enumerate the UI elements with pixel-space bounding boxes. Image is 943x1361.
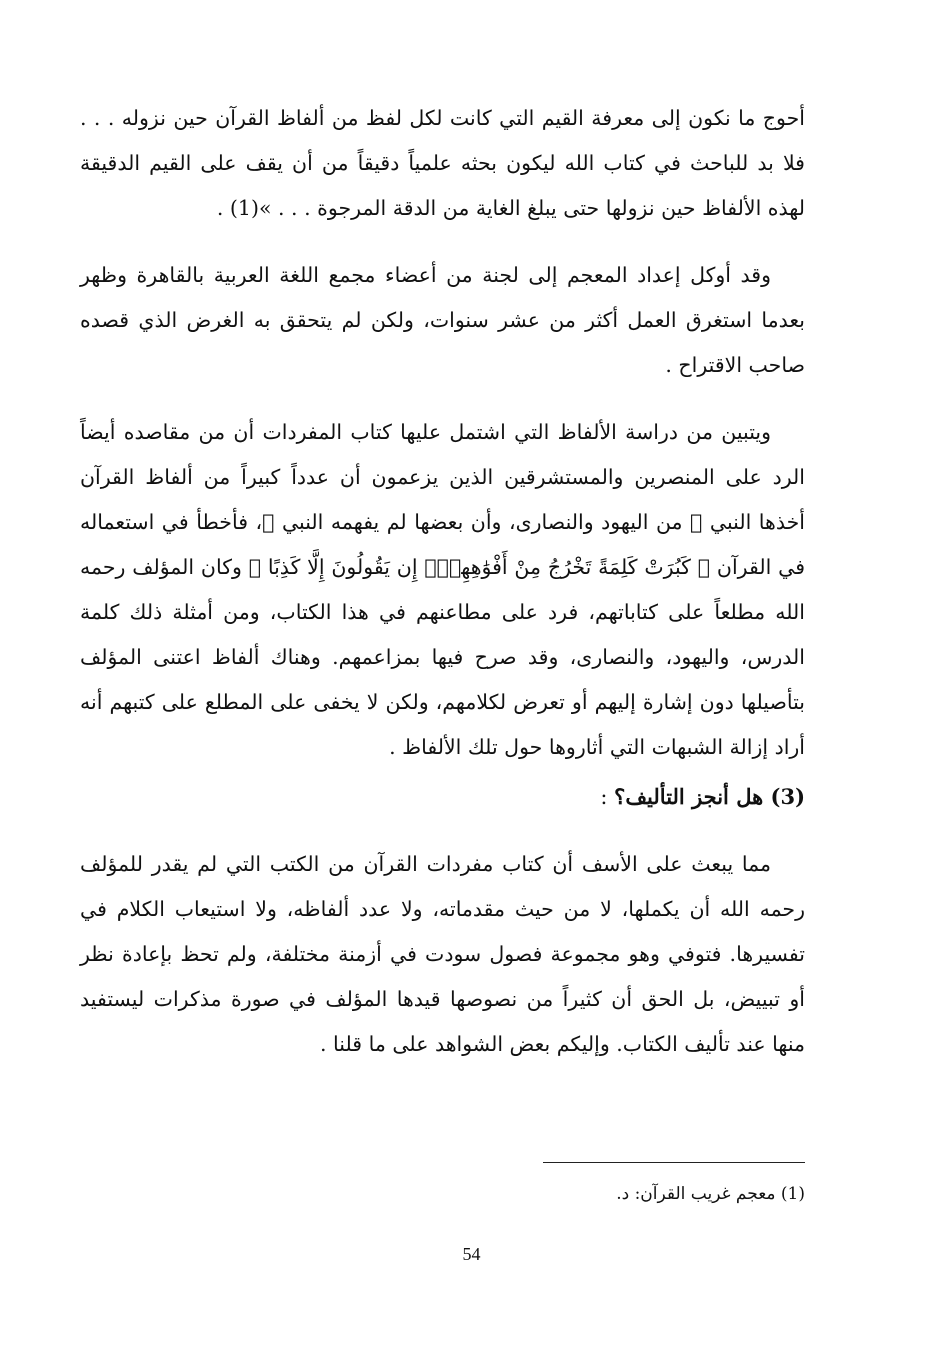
page-number: 54 (462, 1244, 481, 1264)
main-text-column (80, 96, 805, 1067)
section-heading-text: (3) هل أنجز التأليف؟ (614, 784, 805, 809)
committee-paragraph: وقد أوكل إعداد المعجم إلى لجنة من أعضاء مجمع اللغة العربية بالقاهرة وظهر بعدما استغرق العمل أكثر من عشر سنوات، ولكن لم يتحقق به الغرض الذي قصده صاحب الاقتراح . (80, 263, 805, 377)
section-heading-colon: : (600, 785, 615, 809)
section-heading (80, 774, 805, 820)
footnote-divider (543, 1162, 805, 1163)
footnote: (1) معجم غريب القرآن: د. (616, 1184, 805, 1204)
incomplete-paragraph: مما يبعث على الأسف أن كتاب مفردات القرآن من الكتب التي لم يقدر للمؤلف رحمه الله أن يكملها، لا من حيث مقدماته، ولا عدد ألفاظه، ولا استيعاب الكلام في تفسيرها. فتوفي وهو مجموعة فصول سودت في أزمنة مختلفة، ولم تحظ بإعادة نظر أو تبييض، بل الحق أن كثيراً من نصوصها قيدها المؤلف في صورة مذكرات ليستفيد منها عند تأليف الكتاب. وإليكم بعض الشواهد على ما قلنا . (80, 852, 805, 1056)
purposes-paragraph: ويتبين من دراسة الألفاظ التي اشتمل عليها كتاب المفردات أن من مقاصده أيضاً الرد على المنصرين والمستشرقين الذين يزعمون أن عدداً كبيراً من ألفاظ القرآن أخذها النبي ﷺ من اليهود والنصارى، وأن بعضها لم يفهمه النبي ﷺ، فأخطأ في استعماله في القرآن ﴿ كَبُرَتْ كَلِمَةً تَخْرُجُ مِنْ أَفْوَٰهِهِمْۚ إِن يَقُولُونَ إِلَّا كَذِبًا ﴾ وكان المؤلف رحمه الله مطلعاً على كتاباتهم، فرد على مطاعنهم في هذا الكتاب، ومن أمثلة ذلك كلمة الدرس، واليهود، والنصارى، وقد صرح فيها بمزاعمهم. وهناك ألفاظ اعتنى المؤلف بتأصيلها دون إشارة إليهم أو تعرض لكلامهم، ولكن لا يخفى على المطلع على كتبهم أنه أراد إزالة الشبهات التي أثاروها حول تلك الألفاظ . (80, 420, 805, 759)
quote-paragraph: أحوج ما نكون إلى معرفة القيم التي كانت لكل لفظ من ألفاظ القرآن حين نزوله . . . فلا بد للباحث في كتاب الله ليكون بحثه علمياً دقيقاً من أن يقف على القيم الدقيقة لهذه الألفاظ حين نزولها حتى يبلغ الغاية من الدقة المرجوة . . . »(1) . (80, 106, 805, 220)
